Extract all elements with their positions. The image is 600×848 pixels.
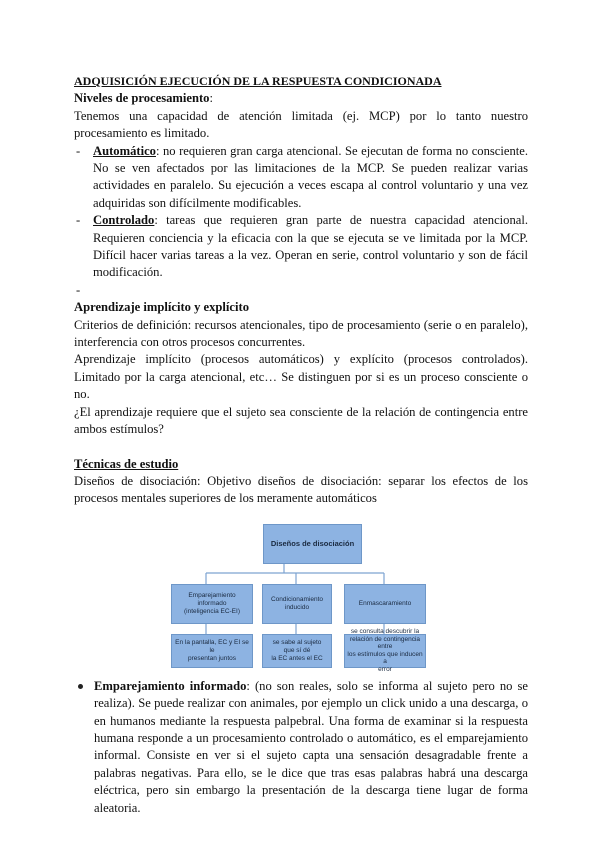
diagram-box-label: los estímulos que inducen a — [347, 650, 423, 666]
diagram-box-bottom — [262, 634, 332, 668]
levels-heading-colon: : — [209, 91, 213, 106]
levels-heading: Niveles de procesamiento — [74, 91, 210, 106]
diagram-box-label: se sabe al sujeto — [272, 639, 322, 647]
diagram-box-label: la EC antes el EC — [271, 654, 323, 662]
diagram-box-mid — [171, 584, 253, 624]
diagram-box-label: En la pantalla, EC y EI se le — [175, 639, 249, 654]
diagram-box-label: Condicionamiento — [270, 596, 324, 604]
document-body — [74, 73, 528, 817]
dash-marker: - — [76, 143, 81, 158]
spacer — [74, 439, 528, 456]
techniques-list — [74, 678, 528, 817]
diagram-box-mid — [262, 584, 332, 624]
diagram-box-label: Diseños de disociación — [270, 538, 355, 548]
term-emparejamiento: Emparejamiento informado — [94, 678, 247, 693]
diagram-box-label: que sí dé — [283, 646, 311, 654]
diagram-box-label: se consulta descubrir la — [350, 627, 420, 635]
dash-marker: - — [76, 282, 81, 297]
levels-intro: Tenemos una capacidad de atención limitada (ej. MCP) por lo tanto nuestro procesamiento es limitado. — [74, 108, 528, 141]
list-item — [67, 143, 528, 213]
list-item — [67, 212, 528, 282]
term-controlado: Controlado — [93, 213, 155, 228]
diagram-box-label: informado — [197, 599, 227, 607]
levels-list — [74, 143, 528, 282]
diagram-box-top — [263, 524, 362, 564]
levels-heading-line — [74, 90, 528, 107]
implicit-paragraph-3: ¿El aprendizaje requiere que el sujeto sea consciente de la relación de contingencia entre ambos estímulos? — [74, 404, 528, 437]
term-automatico: Automático — [93, 143, 156, 158]
implicit-paragraph-1: Criterios de definición: recursos atencionales, tipo de procesamiento (serie o en paralelo), interferencia con otros procesos concurrentes. — [74, 317, 528, 350]
diagram-box-label: (inteligencia EC-EI) — [184, 607, 240, 615]
diagram-box-label: presentan juntos — [187, 654, 237, 662]
controlado-text: : tareas que requieren gran parte de nuestra capacidad atencional. Requieren conciencia y la eficacia con la que se ejecuta se ve limitada por la MCP. Difícil hacer varias tareas a la vez. Operan en serie, control voluntario y son de fácil modificación. — [93, 213, 528, 280]
automatico-text: : no requieren gran carga atencional. Se ejecutan de forma no consciente. No se ven afectados por las limitaciones de la MCP. Se pueden realizar varias actividades en paralelo. Su ejecución a veces escapa al control voluntario y una vez adquiridas son difícilmente modificables. — [93, 143, 528, 210]
implicit-paragraph-2: Aprendizaje implícito (procesos automáticos) y explícito (procesos controlados). Limitado por la carga atencional, etc… Se distinguen por si es un proceso consciente o no. — [74, 352, 528, 402]
diagram-box-label: Enmascaramiento — [358, 599, 412, 607]
techniques-paragraph: Diseños de disociación: Objetivo diseños de disociación: separar los efectos de los procesos mentales superiores de los meramente automáticos — [74, 473, 528, 506]
diagram-box-mid — [344, 584, 426, 624]
bullet-icon — [78, 684, 83, 689]
page-title: ADQUISICIÓN EJECUCIÓN DE LA RESPUESTA CONDICIONADA — [74, 74, 442, 88]
diagram-box-bottom — [171, 634, 253, 668]
diagram-box-label: Emparejamiento — [188, 592, 236, 600]
diagram-box-label: inducido — [284, 603, 310, 611]
dash-marker: - — [76, 213, 81, 228]
implicit-heading: Aprendizaje implícito y explícito — [74, 300, 250, 315]
dissociation-diagram — [74, 520, 528, 673]
empty-list-item — [74, 282, 528, 299]
list-item — [74, 678, 528, 817]
emparejamiento-text: : (no son reales, solo se informa al sujeto pero no se realiza). Se puede realizar con animales, por ejemplo un click unido a una descarga, o en humanos mediante la respuesta palpebral. Una forma de examinar si la respuesta humana responde a un procesamiento controlado o automático, es el emparejamiento informal. Consiste en ver si el sujeto capta una sensación desagradable frente a palabras negativas. Para ello, se le dice que tras esas palabras habrá una descarga eléctrica, pero sin embargo la presentación de la descarga tiene lugar de forma aleatoria. — [94, 678, 528, 815]
diagram-box-bottom — [344, 627, 426, 673]
techniques-heading: Técnicas de estudio — [74, 456, 179, 471]
diagram-box-label: error — [378, 665, 392, 673]
diagram-box-label: relación de contingencia entre — [349, 635, 421, 651]
